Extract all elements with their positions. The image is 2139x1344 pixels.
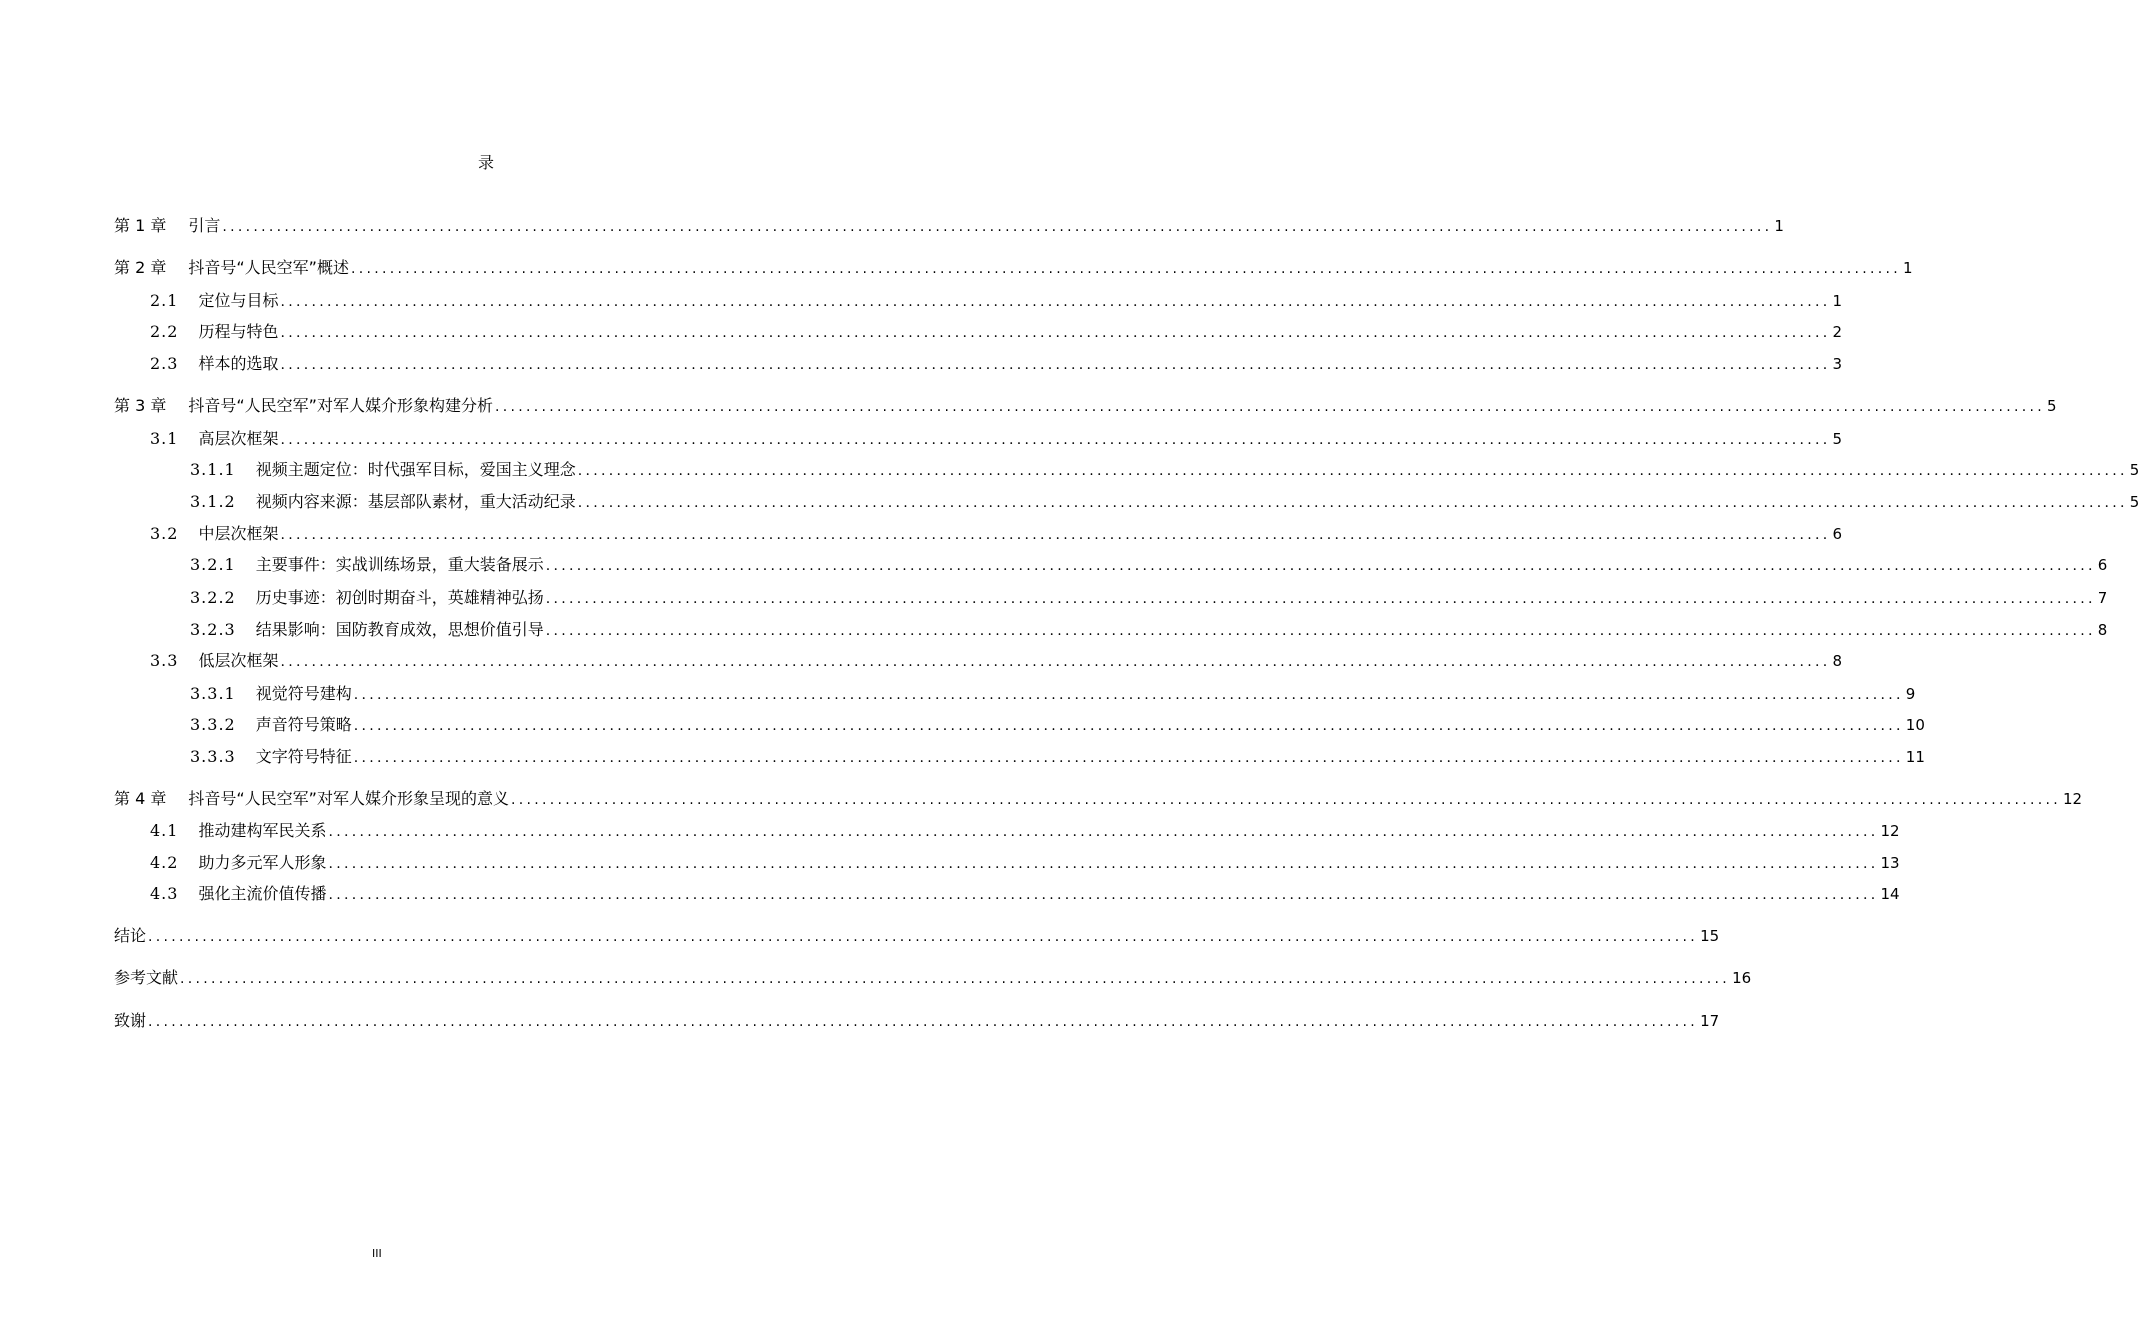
dot-leader: ........................................................................................................................................................................................................ xyxy=(180,971,1731,987)
toc-entry-number: 3.1.2 xyxy=(190,492,236,511)
toc-entry-number: 3.2.1 xyxy=(190,555,236,574)
toc-entry-label xyxy=(150,354,278,374)
toc-entry-page: 9 xyxy=(1905,685,1916,703)
toc-entry-label xyxy=(150,429,278,449)
toc-entry-number: 2.2 xyxy=(150,322,179,341)
toc-entry-page: 12 xyxy=(1880,822,1900,840)
toc-entry-text: 视频内容来源：基层部队素材，重大活动纪录 xyxy=(255,492,576,511)
dot-leader: ........................................................................................................................................................................................................ xyxy=(494,399,2045,415)
toc-entry-text: 结论 xyxy=(114,926,147,945)
toc-entry-number: 3.3 xyxy=(150,651,179,670)
toc-entry[interactable] xyxy=(114,212,1784,236)
toc-entry-number: 3.3.3 xyxy=(190,747,236,766)
dot-leader: ........................................................................................................................................................................................................ xyxy=(222,219,1773,235)
toc-entry-label xyxy=(190,620,544,640)
toc-entry[interactable] xyxy=(190,488,2139,512)
toc-entry-label xyxy=(114,789,509,809)
toc-entry[interactable] xyxy=(114,392,2057,416)
toc-entry-text: 主要事件：实战训练场景，重大装备展示 xyxy=(255,555,544,574)
toc-entry-page: 8 xyxy=(1832,652,1843,670)
toc-entry-text: 引言 xyxy=(188,216,221,235)
dot-leader: ........................................................................................................................................................................................................ xyxy=(545,591,2096,607)
toc-entry-label xyxy=(114,926,146,946)
dot-leader: ........................................................................................................................................................................................................ xyxy=(280,294,1831,310)
dot-leader: ........................................................................................................................................................................................................ xyxy=(280,654,1831,670)
toc-entry-label xyxy=(150,291,278,311)
toc-entry-page: 1 xyxy=(1832,292,1843,310)
toc-entry-page: 5 xyxy=(2129,493,2139,511)
toc-entry-text: 高层次框架 xyxy=(198,429,279,448)
toc-entry[interactable] xyxy=(150,318,1843,342)
toc-entry-number: 2.3 xyxy=(150,354,179,373)
toc-entry[interactable] xyxy=(190,584,2108,608)
toc-entry-number: 4.1 xyxy=(150,821,179,840)
dot-leader: ........................................................................................................................................................................................................ xyxy=(328,887,1879,903)
toc-entry[interactable] xyxy=(190,711,1925,735)
toc-entry-label xyxy=(114,258,349,278)
toc-entry[interactable] xyxy=(114,964,1752,988)
toc-entry[interactable] xyxy=(150,817,1900,841)
dot-leader: ........................................................................................................................................................................................................ xyxy=(280,527,1831,543)
toc-entry[interactable] xyxy=(150,350,1843,374)
toc-entry-text: 推动建构军民关系 xyxy=(198,821,327,840)
toc-entry-text: 样本的选取 xyxy=(198,354,279,373)
toc-entry[interactable] xyxy=(114,1007,1720,1031)
toc-entry-number: 2.1 xyxy=(150,291,179,310)
toc-entry[interactable] xyxy=(150,520,1843,544)
toc-entry[interactable] xyxy=(150,647,1843,671)
toc-entry-page: 8 xyxy=(2097,621,2108,639)
dot-leader: ........................................................................................................................................................................................................ xyxy=(545,558,2096,574)
dot-leader: ........................................................................................................................................................................................................ xyxy=(280,325,1831,341)
dot-leader: ........................................................................................................................................................................................................ xyxy=(350,261,1901,277)
toc-entry-number: 3.3.2 xyxy=(190,715,236,734)
toc-entry-label xyxy=(150,821,326,841)
toc-entry-text: 历程与特色 xyxy=(198,322,279,341)
toc-entry-number: 3.2 xyxy=(150,524,179,543)
toc-entry[interactable] xyxy=(190,743,1925,767)
toc-entry[interactable] xyxy=(190,551,2108,575)
toc-entry-text: 抖音号“人民空军”对军人媒介形象呈现的意义 xyxy=(188,789,509,808)
dot-leader: ........................................................................................................................................................................................................ xyxy=(148,929,1699,945)
toc-entry[interactable] xyxy=(150,880,1900,904)
toc-entry-label xyxy=(150,651,278,671)
toc-entry-number: 第 1 章 xyxy=(114,216,167,235)
page-number-footer: III xyxy=(372,1247,382,1260)
toc-entry-label xyxy=(190,588,544,608)
toc-entry[interactable] xyxy=(190,456,2139,480)
toc-entry[interactable] xyxy=(150,849,1900,873)
toc-entry-text: 视频主题定位：时代强军目标，爱国主义理念 xyxy=(255,460,576,479)
toc-entry-number: 4.2 xyxy=(150,853,179,872)
dot-leader: ........................................................................................................................................................................................................ xyxy=(148,1014,1699,1030)
toc-entry-text: 抖音号“人民空军”对军人媒介形象构建分析 xyxy=(188,396,493,415)
toc-entry-page: 6 xyxy=(2097,556,2108,574)
toc-entry-text: 助力多元军人形象 xyxy=(198,853,327,872)
toc-entry-page: 6 xyxy=(1832,525,1843,543)
toc-entry-number: 3.3.1 xyxy=(190,684,236,703)
dot-leader: ........................................................................................................................................................................................................ xyxy=(328,824,1879,840)
toc-entry-text: 视觉符号建构 xyxy=(255,684,352,703)
toc-entry-text: 结果影响：国防教育成效，思想价值引导 xyxy=(255,620,544,639)
toc-entry-number: 3.2.3 xyxy=(190,620,236,639)
toc-entry-label xyxy=(150,853,326,873)
toc-entry[interactable] xyxy=(190,680,1916,704)
toc-entry-page: 15 xyxy=(1700,927,1720,945)
dot-leader: ........................................................................................................................................................................................................ xyxy=(510,792,2061,808)
toc-entry-label xyxy=(114,396,493,416)
toc-entry-page: 5 xyxy=(2047,397,2057,415)
toc-entry-label xyxy=(190,747,352,767)
toc-entry-label xyxy=(114,216,220,236)
toc-entry-number: 第 4 章 xyxy=(114,789,167,808)
toc-entry-number: 4.3 xyxy=(150,884,179,903)
toc-entry-label xyxy=(190,492,576,512)
toc-entry-page: 1 xyxy=(1774,217,1784,235)
dot-leader: ........................................................................................................................................................................................................ xyxy=(577,463,2128,479)
toc-entry-page: 2 xyxy=(1832,323,1843,341)
toc-entry-label xyxy=(150,524,278,544)
dot-leader: ........................................................................................................................................................................................................ xyxy=(545,623,2096,639)
toc-entry-page: 11 xyxy=(1905,748,1925,766)
toc-entry-text: 定位与目标 xyxy=(198,291,279,310)
toc-entry-label xyxy=(114,1011,146,1031)
toc-entry[interactable] xyxy=(150,425,1843,449)
toc-entry[interactable] xyxy=(114,785,2083,809)
toc-entry-page: 7 xyxy=(2097,589,2108,607)
toc-entry-number: 3.2.2 xyxy=(190,588,236,607)
toc-entry-text: 致谢 xyxy=(114,1011,147,1030)
dot-leader: ........................................................................................................................................................................................................ xyxy=(353,687,1904,703)
toc-entry-text: 中层次框架 xyxy=(198,524,279,543)
dot-leader: ........................................................................................................................................................................................................ xyxy=(577,495,2128,511)
toc-entry-text: 抖音号“人民空军”概述 xyxy=(188,258,349,277)
toc-entry-page: 3 xyxy=(1832,355,1843,373)
toc-entry-label xyxy=(114,968,178,988)
toc-entry-label xyxy=(150,884,326,904)
toc-entry-text: 文字符号特征 xyxy=(255,747,352,766)
toc-entry-text: 历史事迹：初创时期奋斗，英雄精神弘扬 xyxy=(255,588,544,607)
toc-entry-text: 强化主流价值传播 xyxy=(198,884,327,903)
toc-entry-label xyxy=(190,460,576,480)
toc-entry-text: 参考文献 xyxy=(114,968,179,987)
toc-entry-label xyxy=(190,555,544,575)
toc-title: 录 xyxy=(477,153,494,172)
toc-entry-page: 5 xyxy=(1832,430,1843,448)
toc-entry-page: 12 xyxy=(2063,790,2083,808)
toc-entry-page: 5 xyxy=(2129,461,2139,479)
dot-leader: ........................................................................................................................................................................................................ xyxy=(280,432,1831,448)
toc-entry-text: 声音符号策略 xyxy=(255,715,352,734)
toc-entry-page: 14 xyxy=(1880,885,1900,903)
toc-entry-page: 1 xyxy=(1903,259,1913,277)
toc-entry[interactable] xyxy=(150,287,1843,311)
toc-entry-number: 第 2 章 xyxy=(114,258,167,277)
toc-entry[interactable] xyxy=(114,922,1720,946)
toc-entry-text: 低层次框架 xyxy=(198,651,279,670)
dot-leader: ........................................................................................................................................................................................................ xyxy=(280,357,1831,373)
toc-entry-number: 第 3 章 xyxy=(114,396,167,415)
toc-entry[interactable] xyxy=(190,616,2108,640)
toc-entry-page: 17 xyxy=(1700,1012,1720,1030)
toc-entry-number: 3.1 xyxy=(150,429,179,448)
dot-leader: ........................................................................................................................................................................................................ xyxy=(328,856,1879,872)
toc-entry[interactable] xyxy=(114,254,1913,278)
toc-entry-label xyxy=(190,715,352,735)
toc-entry-page: 13 xyxy=(1880,854,1900,872)
toc-entry-page: 16 xyxy=(1732,969,1752,987)
dot-leader: ........................................................................................................................................................................................................ xyxy=(353,750,1904,766)
toc-entry-label xyxy=(190,684,352,704)
toc-entry-page: 10 xyxy=(1905,716,1925,734)
toc-entry-number: 3.1.1 xyxy=(190,460,236,479)
toc-entry-label xyxy=(150,322,278,342)
dot-leader: ........................................................................................................................................................................................................ xyxy=(353,718,1904,734)
